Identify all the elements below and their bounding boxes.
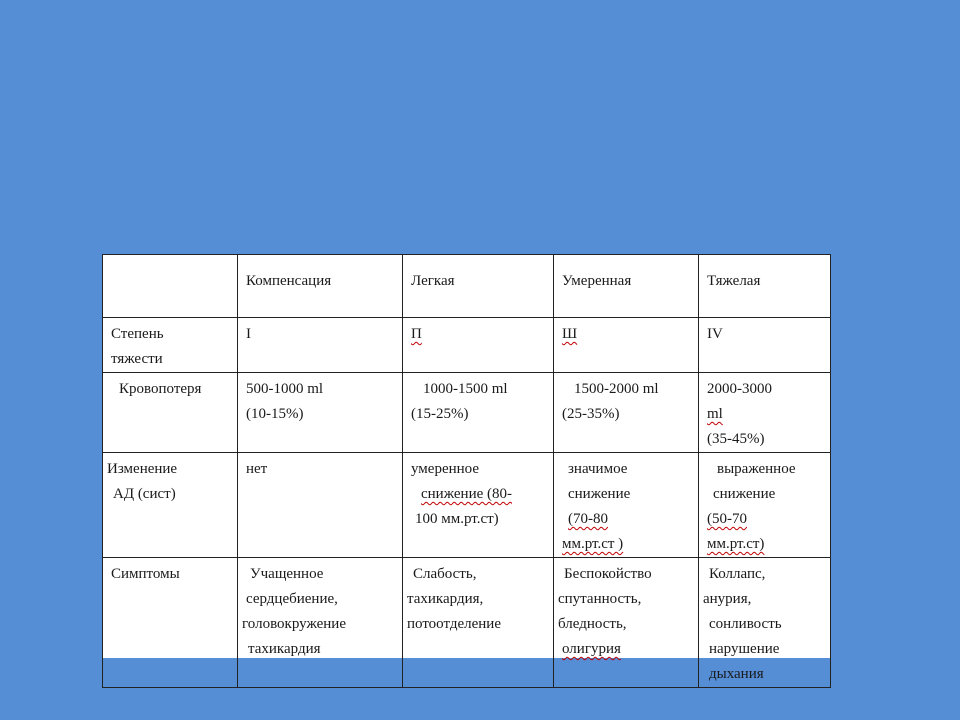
table-row-bp-change	[103, 453, 831, 558]
table-cell: IV	[699, 318, 831, 373]
table-cell: нет	[238, 453, 403, 558]
table-cell: 2000-3000 ml (35-45%)	[699, 373, 831, 453]
row-label: Степень тяжести	[103, 318, 238, 373]
row-label: Кровопотеря	[103, 373, 238, 453]
table-row-blood-loss	[103, 373, 831, 453]
table-cell: Учащенное сердцебиение, головокружение тахикардия	[238, 558, 403, 688]
header-cell-moderate: Умеренная	[554, 255, 699, 318]
table-cell: Ш	[554, 318, 699, 373]
table-cell: Беспокойство спутанность, бледность, олигурия	[554, 558, 699, 688]
table-cell: 1000-1500 ml (15-25%)	[403, 373, 554, 453]
table-cell: Слабость, тахикардия, потоотделение	[403, 558, 554, 688]
blood-loss-classification-table	[102, 254, 831, 688]
table-cell: выраженное снижение (50-70 мм.рт.ст)	[699, 453, 831, 558]
cell-text: 500-1000 ml	[246, 381, 324, 397]
header-cell-mild: Легкая	[403, 255, 554, 318]
table-cell: Коллапс, анурия, сонливость нарушение дыхания	[699, 558, 831, 688]
row-label: Симптомы	[103, 558, 238, 688]
table-cell: 500-1000 ml (10-15%)	[238, 373, 403, 453]
header-cell-compensation: Компенсация	[238, 255, 403, 318]
table-row-symptoms	[103, 558, 831, 688]
table-header-row	[103, 255, 831, 318]
header-cell-severe: Тяжелая	[699, 255, 831, 318]
slide-table-container	[102, 254, 830, 682]
table-cell: 1500-2000 ml (25-35%)	[554, 373, 699, 453]
header-cell-empty	[103, 255, 238, 318]
table-cell: значимое снижение (70-80 мм.рт.ст )	[554, 453, 699, 558]
table-cell: I	[238, 318, 403, 373]
table-cell: П	[403, 318, 554, 373]
table-row-severity-degree	[103, 318, 831, 373]
row-label: Изменение АД (сист)	[103, 453, 238, 558]
table-cell: умеренное снижение (80- 100 мм.рт.ст)	[403, 453, 554, 558]
